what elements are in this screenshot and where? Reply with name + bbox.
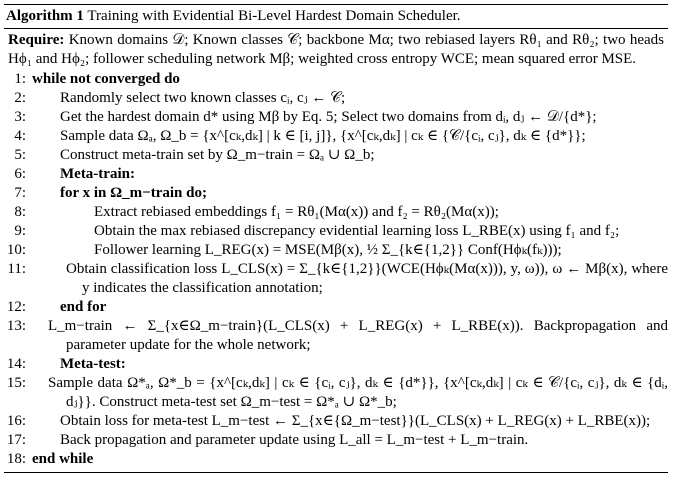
line-text: while not converged do xyxy=(32,71,180,87)
algorithm-caption: Training with Evidential Bi-Level Hardest Domain Scheduler. xyxy=(87,8,461,24)
algo-line-12 xyxy=(4,298,668,317)
line-text: Sample data Ω*ₐ, Ω*_b = {x^[cₖ,dₖ] | cₖ ∈ {cᵢ, cⱼ}, dₖ ∈ {d*}}, {x^[cₖ,dₖ] | cₖ ∈ 𝒞/{cᵢ, cⱼ}, dₖ ∈ {dᵢ, dⱼ}}. Construct meta-test set Ω_m−test = Ω*ₐ ∪ Ω*_b; xyxy=(48,375,668,410)
line-number: 8: xyxy=(14,204,26,220)
algo-line-7 xyxy=(4,184,668,203)
line-number: 11: xyxy=(7,261,26,277)
algo-line-14 xyxy=(4,355,668,374)
line-text: Extract rebiased embeddings f₁ = Rθ₁(Mα(x)) and f₂ = Rθ₂(Mα(x)); xyxy=(94,204,499,220)
algorithm-title xyxy=(4,5,668,28)
algo-line-13 xyxy=(4,317,668,355)
algo-line-1 xyxy=(4,70,668,89)
line-text: Obtain loss for meta-test L_m−test ← Σ_{x∈{Ω_m−test}}(L_CLS(x) + L_REG(x) + L_RBE(x)); xyxy=(60,413,651,429)
algorithm-block xyxy=(4,4,668,473)
line-text: end for xyxy=(60,299,107,315)
algo-line-4 xyxy=(4,127,668,146)
line-number: 7: xyxy=(14,185,26,201)
line-text: Obtain classification loss L_CLS(x) = Σ_{k∈{1,2}}(WCE(Hϕₖ(Mα(x))), y, ω)), ω ← Mβ(x), where y indicates the classification annotation; xyxy=(66,261,668,296)
line-text: L_m−train ← Σ_{x∈Ω_m−train}(L_CLS(x) + L_REG(x) + L_RBE(x)). Backpropagation and parameter update for the whole network; xyxy=(48,318,668,353)
algo-line-15 xyxy=(4,374,668,412)
line-number: 18: xyxy=(6,451,26,467)
algo-line-3 xyxy=(4,108,668,127)
algo-line-2 xyxy=(4,89,668,108)
require-label: Require: xyxy=(8,32,65,48)
line-number: 2: xyxy=(14,90,26,106)
line-number: 5: xyxy=(14,147,26,163)
algo-line-16 xyxy=(4,412,668,431)
require-text: Known domains 𝒟; Known classes 𝒞; backbone Mα; two rebiased layers Rθ₁ and Rθ₂; two heads Hϕ₁ and Hϕ₂; follower scheduling network Mβ; weighted cross entropy WCE; mean squared error MSE. xyxy=(8,32,665,67)
line-text: end while xyxy=(32,451,94,467)
line-text: Follower learning L_REG(x) = MSE(Mβ(x), ½ Σ_{k∈{1,2}} Conf(Hϕₖ(fₖ))); xyxy=(94,242,562,258)
line-number: 6: xyxy=(14,166,26,182)
algo-line-10 xyxy=(4,241,668,260)
line-text: Meta-train: xyxy=(60,166,135,182)
line-number: 10: xyxy=(6,242,26,258)
algorithm-label: Algorithm 1 xyxy=(6,8,84,24)
line-text: Sample data Ωₐ, Ω_b = {x^[cₖ,dₖ] | k ∈ [i, j]}, {x^[cₖ,dₖ] | cₖ ∈ {𝒞/{cᵢ, cⱼ}, dₖ ∈ {d*}}; xyxy=(60,128,586,144)
algo-line-8 xyxy=(4,203,668,222)
line-number: 3: xyxy=(14,109,26,125)
line-text: Get the hardest domain d* using Mβ by Eq. 5; Select two domains from dᵢ, dⱼ ← 𝒟/{d*}; xyxy=(60,109,597,125)
line-number: 4: xyxy=(14,128,26,144)
line-number: 16: xyxy=(6,413,26,429)
line-text: Back propagation and parameter update using L_all = L_m−test + L_m−train. xyxy=(60,432,529,448)
algo-line-9 xyxy=(4,222,668,241)
line-number: 1: xyxy=(14,71,26,87)
require-block xyxy=(4,31,668,70)
line-number: 12: xyxy=(6,299,26,315)
algorithm-body xyxy=(4,29,668,469)
line-number: 17: xyxy=(6,432,26,448)
line-number: 15: xyxy=(6,375,26,391)
algo-line-17 xyxy=(4,431,668,450)
algo-line-6 xyxy=(4,165,668,184)
line-text: for x in Ω_m−train do; xyxy=(60,185,207,201)
bottom-rule xyxy=(4,472,668,473)
line-text: Meta-test: xyxy=(60,356,126,372)
line-text: Obtain the max rebiased discrepancy evidential learning loss L_RBE(x) using f₁ and f₂; xyxy=(94,223,620,239)
line-number: 14: xyxy=(6,356,26,372)
algo-line-11 xyxy=(4,260,668,298)
line-text: Construct meta-train set by Ω_m−train = Ωₐ ∪ Ω_b; xyxy=(60,147,375,163)
algo-line-18 xyxy=(4,450,668,469)
line-number: 9: xyxy=(14,223,26,239)
line-number: 13: xyxy=(6,318,26,334)
algo-line-5 xyxy=(4,146,668,165)
line-text: Randomly select two known classes cᵢ, cⱼ ← 𝒞; xyxy=(60,90,346,106)
